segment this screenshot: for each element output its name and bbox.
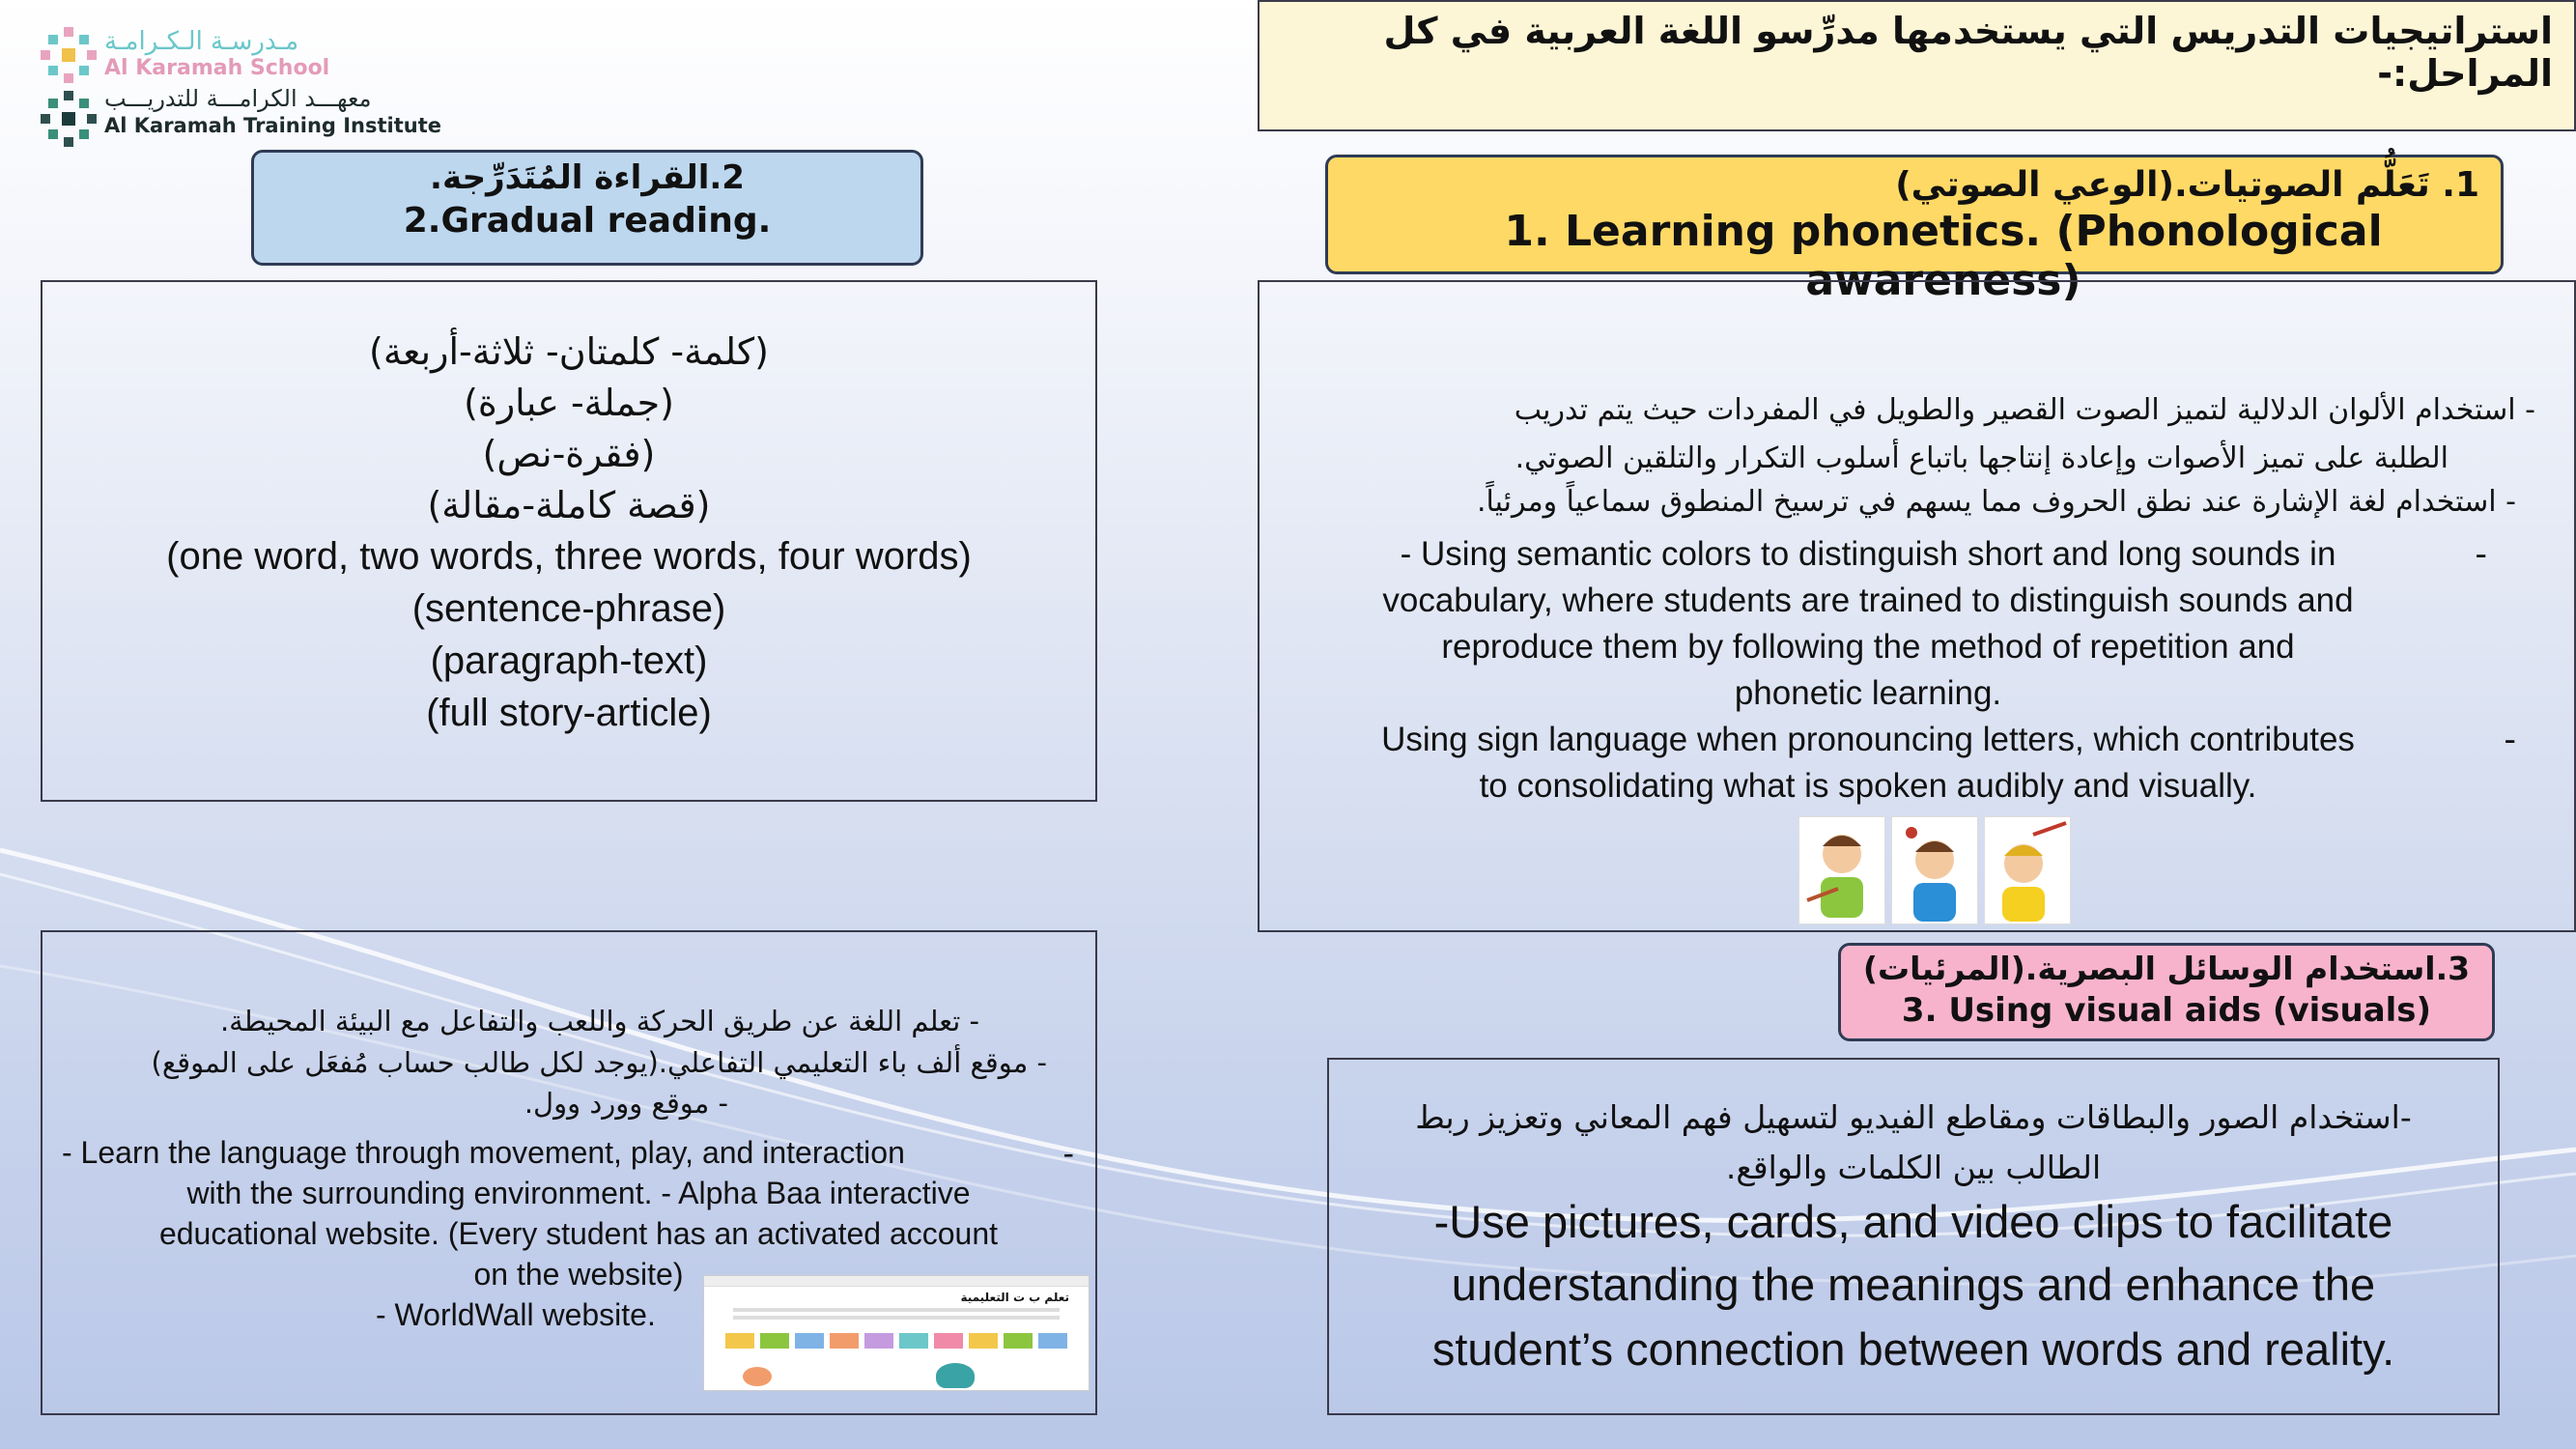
website-tiles bbox=[704, 1333, 1089, 1349]
section1-ar-line: - استخدام الألوان الدلالية لتميز الصوت القصير والطويل في المفردات حيث يتم تدريب bbox=[1514, 393, 2535, 427]
section3-ar-line: -استخدام الصور والبطاقات ومقاطع الفيديو لتسهيل فهم المعاني وتعزيز ربط bbox=[1415, 1098, 2412, 1136]
page-title: استراتيجيات التدريس التي يستخدمها مدرِّسو اللغة العربية في كل المراحل:- bbox=[1383, 10, 2553, 95]
website-navbar bbox=[704, 1276, 1089, 1287]
section1-en-line: reproduce them by following the method of repetition and bbox=[1441, 628, 2295, 666]
section1-bullet: - bbox=[2504, 721, 2516, 759]
section4-ar-line: - تعلم اللغة عن طريق الحركة واللعب والتفاعل مع البيئة المحيطة. bbox=[219, 1005, 979, 1037]
section3-en-line: -Use pictures, cards, and video clips to facilitate bbox=[1433, 1196, 2393, 1247]
section2-heading-ar: 2.القراءة المُتَدَرِّجة. bbox=[430, 158, 745, 197]
logo-institute-en: Al Karamah Training Institute bbox=[104, 114, 442, 137]
section1-header bbox=[1325, 155, 2504, 305]
sign-language-figure-icon bbox=[1984, 816, 2071, 924]
section3-panel bbox=[1327, 1058, 2500, 1415]
section2-header bbox=[251, 150, 923, 266]
section2-en-line: (full story-article) bbox=[426, 692, 712, 734]
section3-en-line: understanding the meanings and enhance the bbox=[1451, 1259, 2376, 1310]
section4-en-line: educational website. (Every student has an activated account bbox=[158, 1216, 999, 1251]
section1-en-line: Using sign language when pronouncing letters, which contributes bbox=[1381, 721, 2355, 758]
section3-heading-en: 3. Using visual aids (visuals) bbox=[1901, 991, 2432, 1030]
logo-school-ar: مـدرسـة الـكـرامـة bbox=[104, 27, 299, 56]
section3-en-line: student’s connection between words and reality. bbox=[1431, 1323, 2395, 1375]
section4-ar-line: - موقع وورد وول. bbox=[524, 1087, 728, 1120]
section3-heading-ar: 3.استخدام الوسائل البصرية.(المرئيات) bbox=[1862, 950, 2471, 987]
section4-en-line: - Learn the language through movement, play, and interaction bbox=[62, 1135, 905, 1170]
section2-heading-en: 2.Gradual reading. bbox=[403, 201, 772, 241]
section4-en-line: on the website) bbox=[473, 1257, 684, 1292]
section4-en-line: - WorldWall website. bbox=[376, 1297, 656, 1332]
section2-ar-line: (جملة- عبارة) bbox=[464, 382, 674, 424]
website-title: تعلم ب ت التعليمية bbox=[960, 1291, 1069, 1304]
section2-en-line: (one word, two words, three words, four words) bbox=[166, 535, 972, 578]
sign-language-figure-icon bbox=[1798, 816, 1885, 924]
section3-header bbox=[1838, 943, 2495, 1041]
school-logo bbox=[39, 25, 454, 151]
section1-ar-line: الطلبة على تميز الأصوات وإعادة إنتاجها باتباع أسلوب التكرار والتلقين الصوتي. bbox=[1514, 441, 2449, 475]
section2-panel bbox=[41, 280, 1097, 802]
section3-ar-line: الطالب بين الكلمات والواقع. bbox=[1725, 1149, 2102, 1186]
section2-en-line: (sentence-phrase) bbox=[411, 587, 726, 630]
section1-heading-en: 1. Learning phonetics. (Phonological awareness) bbox=[1504, 207, 2383, 305]
section4-panel bbox=[41, 930, 1097, 1415]
logo-mosaic-icon bbox=[39, 89, 99, 149]
section4-ar-line: - موقع ألف باء التعليمي التفاعلي.(يوجد لكل طالب حساب مُفعَل على الموقع) bbox=[151, 1046, 1047, 1079]
section4-en-line: with the surrounding environment. - Alpha Baa interactive bbox=[186, 1176, 971, 1210]
page-title-box bbox=[1258, 0, 2576, 131]
website-screenshot bbox=[703, 1275, 1090, 1391]
section2-ar-line: (كلمة- كلمتان- ثلاثة-أربعة) bbox=[369, 330, 769, 373]
section2-ar-line: (فقرة-نص) bbox=[482, 433, 656, 475]
section1-en-line: vocabulary, where students are trained to distinguish sounds and bbox=[1382, 582, 2354, 619]
section1-en-line: to consolidating what is spoken audibly and visually. bbox=[1479, 767, 2257, 805]
section1-bullet: - bbox=[2475, 535, 2487, 574]
section1-heading-ar: 1. تَعَلُّم الصوتيات.(الوعي الصوتي) bbox=[1895, 165, 2479, 205]
section2-en-line: (paragraph-text) bbox=[430, 639, 708, 682]
section1-en-line: - Using semantic colors to distinguish short and long sounds in bbox=[1400, 535, 2336, 573]
section1-ar-line: - استخدام لغة الإشارة عند نطق الحروف مما يسهم في ترسيخ المنطوق سماعياً ومرئياً. bbox=[1476, 485, 2516, 519]
logo-institute-ar: معهـــد الكرامـــة للتدريـــب bbox=[104, 85, 372, 112]
section2-ar-line: (قصة كاملة-مقالة) bbox=[427, 484, 711, 526]
logo-school-en: Al Karamah School bbox=[104, 56, 330, 80]
section4-bullet: - bbox=[1062, 1135, 1074, 1172]
section1-en-line: phonetic learning. bbox=[1734, 674, 2002, 712]
sign-language-figure-icon bbox=[1891, 816, 1978, 924]
logo-mosaic-icon bbox=[39, 25, 99, 85]
